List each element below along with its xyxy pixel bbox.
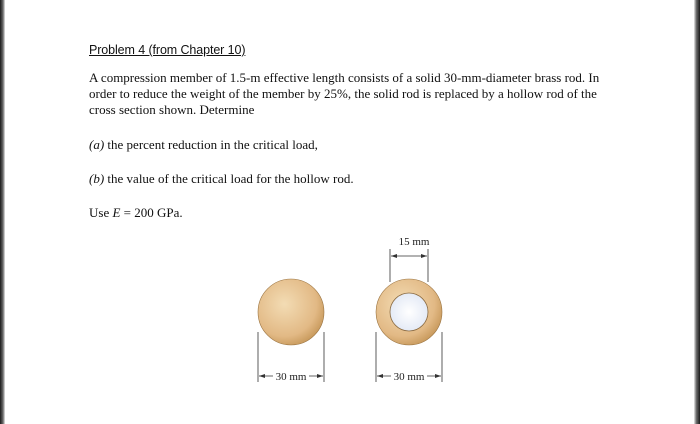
modulus-symbol: E — [112, 205, 121, 220]
use-modulus-line — [89, 205, 183, 221]
hollow-arrow-left — [377, 374, 383, 378]
solid-arrow-right — [317, 374, 323, 378]
inner-arrow-left — [391, 254, 397, 258]
part-b-text: the value of the critical load for the hollow rod. — [107, 171, 354, 186]
solid-rod-section — [258, 279, 324, 345]
inner-diameter-label: 15 mm — [398, 236, 430, 248]
problem-heading: Problem 4 (from Chapter 10) — [89, 43, 246, 57]
part-a-marker: (a) — [89, 137, 105, 152]
hollow-arrow-right — [435, 374, 441, 378]
cross-section-figure — [248, 232, 448, 392]
hollow-rod-section — [376, 279, 442, 345]
hollow-rod-core — [390, 293, 428, 331]
hollow-diameter-label: 30 mm — [393, 371, 425, 383]
solid-diameter-label: 30 mm — [275, 371, 307, 383]
use-prefix: Use — [89, 205, 110, 220]
inner-arrow-right — [421, 254, 427, 258]
part-a-text: the percent reduction in the critical load, — [107, 137, 318, 152]
part-a — [89, 137, 318, 153]
part-b — [89, 171, 354, 187]
modulus-value: = 200 GPa. — [123, 205, 183, 220]
right-screen-edge — [694, 0, 700, 424]
left-screen-edge — [0, 0, 5, 424]
solid-arrow-left — [259, 374, 265, 378]
inner-diameter-dimension — [390, 236, 430, 282]
part-b-marker: (b) — [89, 171, 105, 186]
problem-statement: A compression member of 1.5-m effective length consists of a solid 30-mm-diameter brass rod. In order to reduce the weight of the member by 25%, the solid rod is replaced by a hollow rod of the cross section shown. Determine — [89, 70, 600, 117]
